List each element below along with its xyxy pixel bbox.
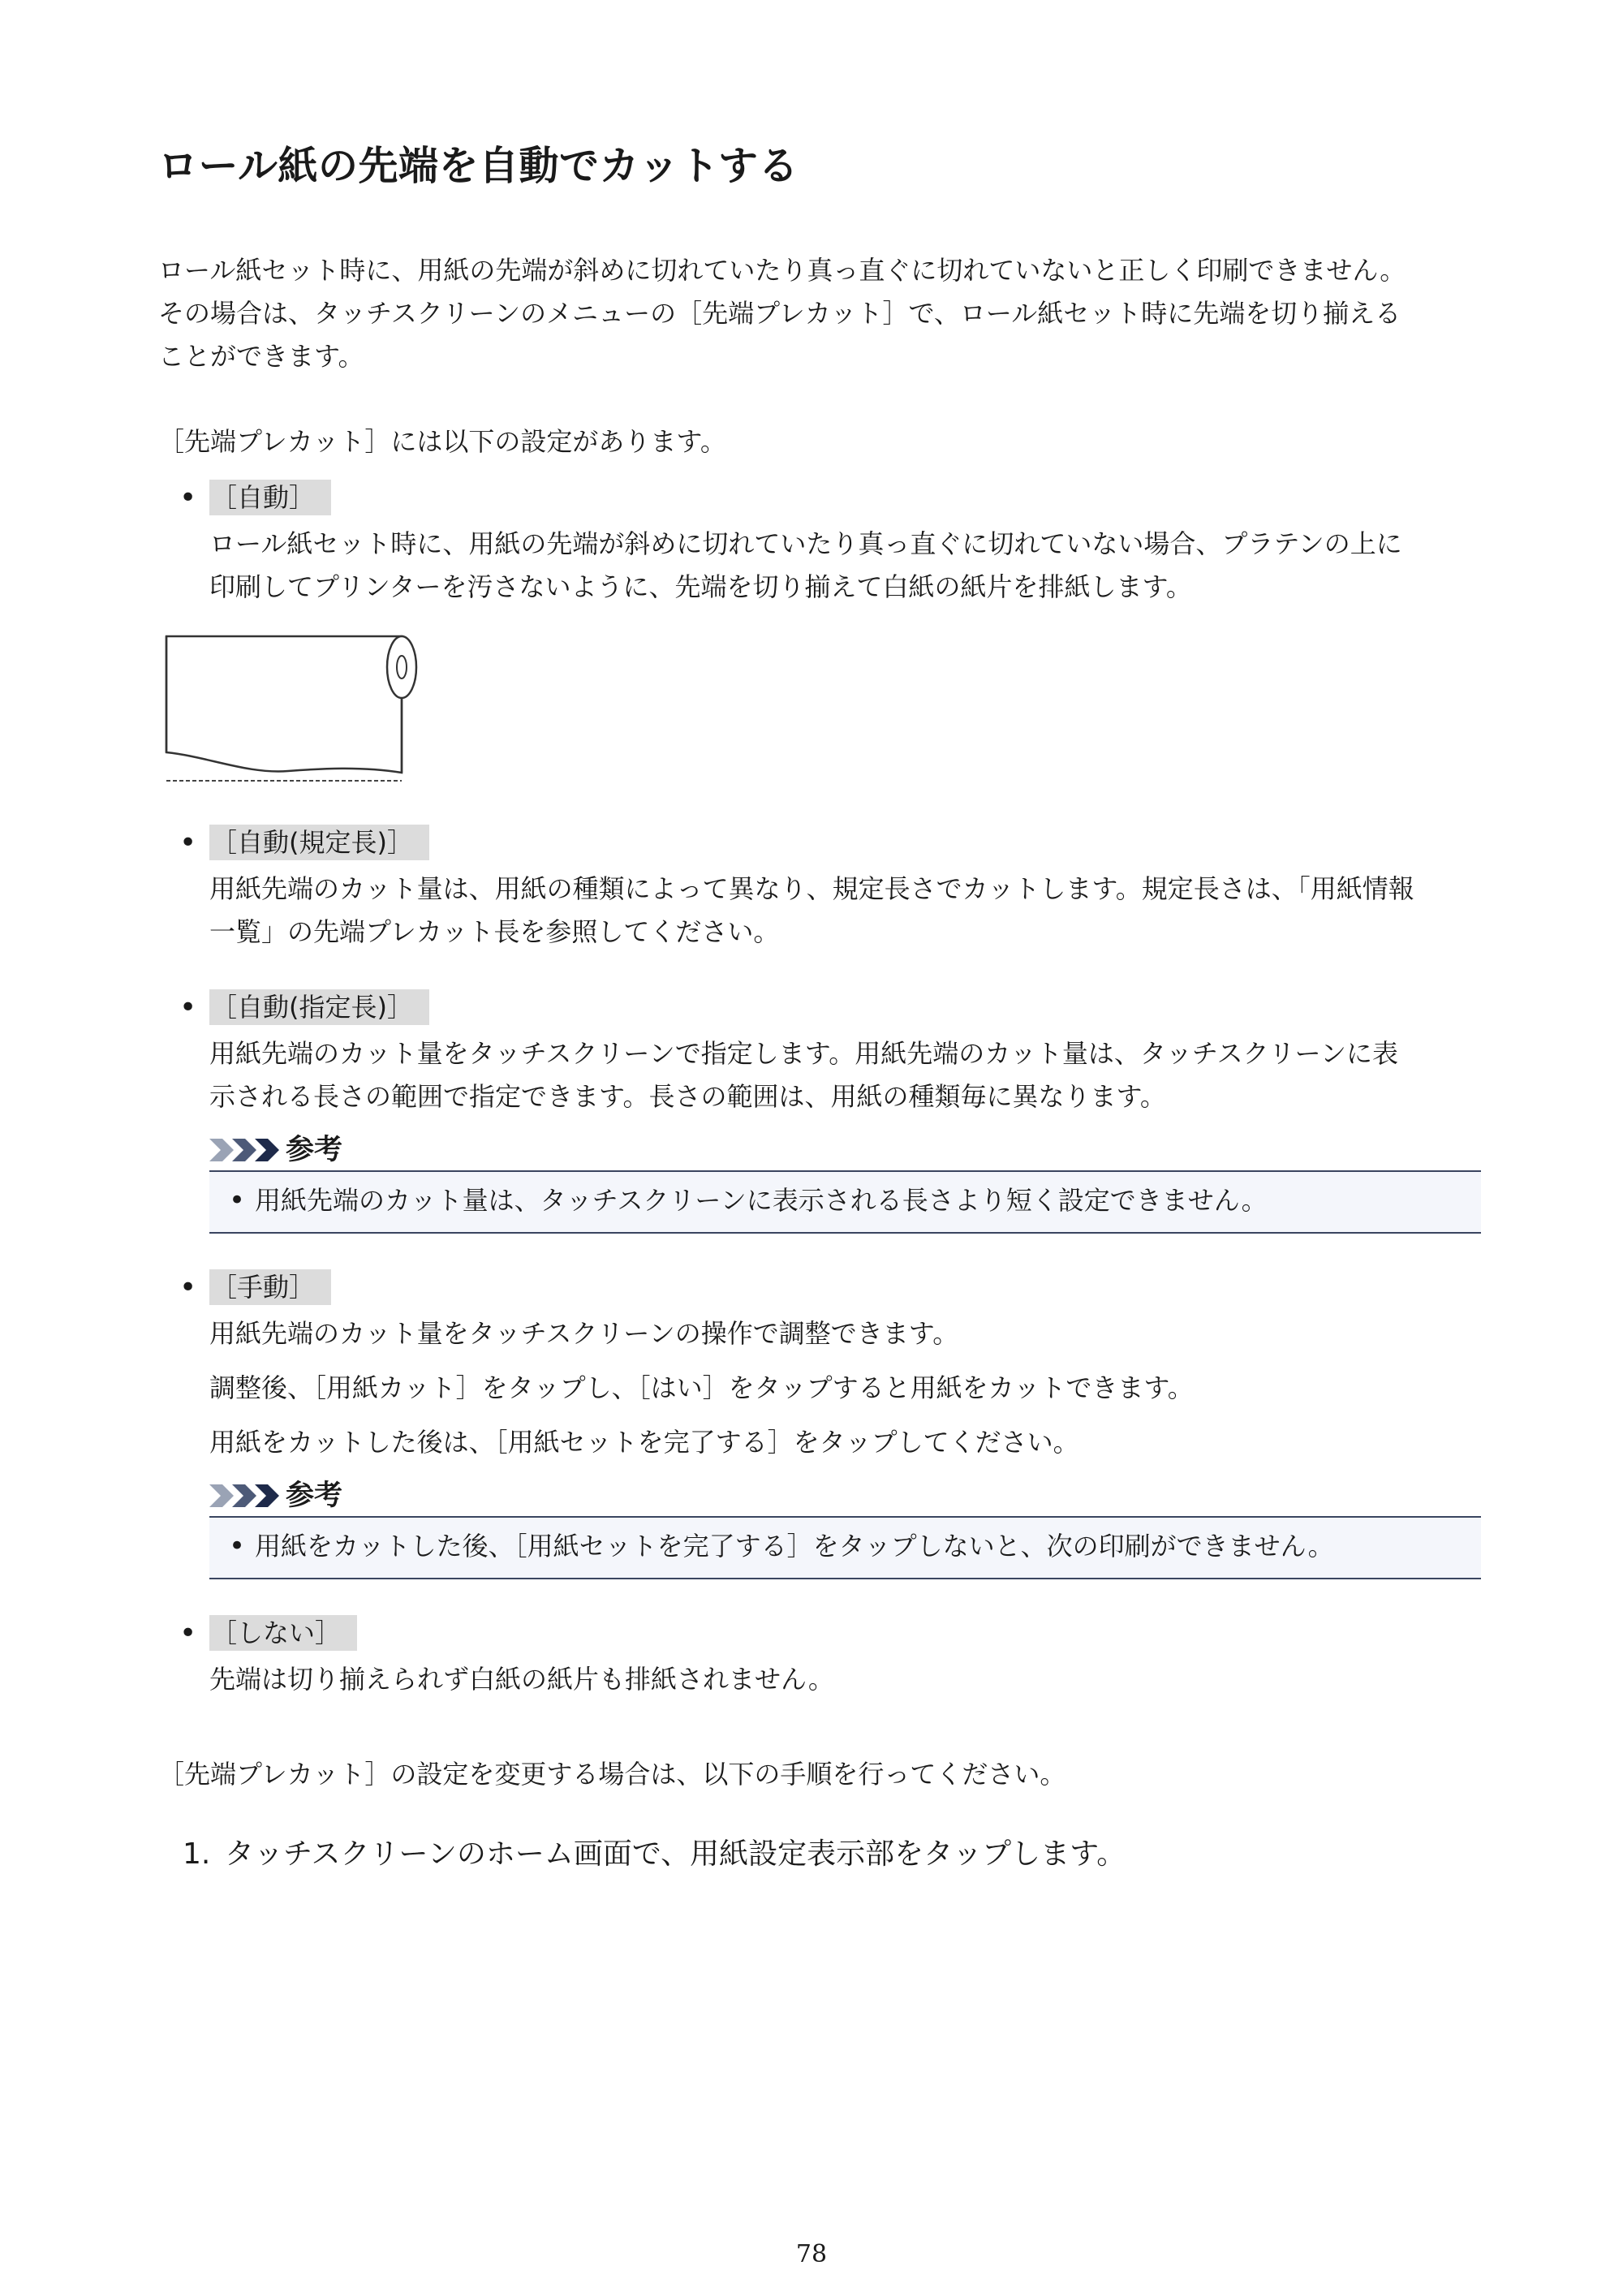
option-label: ［手動］ bbox=[209, 1269, 331, 1305]
option-desc bbox=[209, 1312, 1481, 1464]
option-desc-line: 調整後、［用紙カット］をタップし、［はい］をタップすると用紙をカットできます。 bbox=[209, 1372, 1194, 1403]
option-desc-line: 示される長さの範囲で指定できます。長さの範囲は、用紙の種類毎に異なります。 bbox=[209, 1081, 1166, 1112]
note-title: 参考 bbox=[286, 1479, 343, 1512]
option-desc-line: 一覧」の先端プレカット長を参照してください。 bbox=[209, 916, 780, 947]
note-block bbox=[209, 1130, 1481, 1234]
option-desc-line: 用紙先端のカット量をタッチスクリーンの操作で調整できます。 bbox=[209, 1318, 959, 1349]
roll-paper-illustration bbox=[158, 627, 434, 789]
document-page bbox=[158, 138, 1481, 1879]
page-title: ロール紙の先端を自動でカットする bbox=[158, 143, 799, 189]
option-label: ［自動(規定長)］ bbox=[209, 825, 429, 860]
option-label: ［自動(指定長)］ bbox=[209, 989, 429, 1025]
option-auto-fixed-length bbox=[158, 821, 1481, 954]
note-block bbox=[209, 1475, 1481, 1579]
settings-lead: ［先端プレカット］には以下の設定があります。 bbox=[158, 426, 726, 457]
option-auto-specified-length bbox=[158, 986, 1481, 1234]
option-desc-line: 用紙をカットした後は、［用紙セットを完了する］をタップしてください。 bbox=[209, 1427, 1079, 1458]
option-desc-line: ロール紙セット時に、用紙の先端が斜めに切れていたり真っ直ぐに切れていない場合、プラテンの上に bbox=[209, 528, 1402, 559]
procedure-lead: ［先端プレカット］の設定を変更する場合は、以下の手順を行ってください。 bbox=[158, 1759, 1066, 1790]
option-desc bbox=[209, 868, 1481, 954]
option-desc-line: 印刷してプリンターを汚さないように、先端を切り揃えて白紙の紙片を排紙します。 bbox=[209, 571, 1192, 602]
note-title: 参考 bbox=[286, 1133, 343, 1166]
step-number: 1. bbox=[183, 1837, 211, 1871]
note-item: • 用紙先端のカット量は、タッチスクリーンに表示される長さより短く設定できません。 bbox=[226, 1178, 1465, 1222]
option-desc bbox=[209, 523, 1481, 609]
option-label: ［自動］ bbox=[209, 480, 331, 515]
triple-chevron-icon bbox=[209, 1483, 281, 1509]
page-number: 78 bbox=[795, 2240, 828, 2268]
intro-line: ことができます。 bbox=[158, 341, 364, 372]
option-desc bbox=[209, 1658, 1481, 1701]
option-desc bbox=[209, 1032, 1481, 1118]
note-box bbox=[209, 1170, 1481, 1234]
option-desc-line: 用紙先端のカット量は、用紙の種類によって異なり、規定長さでカットします。規定長さは、「用紙情報 bbox=[209, 873, 1414, 904]
option-auto bbox=[158, 476, 1481, 789]
note-item: • 用紙をカットした後、［用紙セットを完了する］をタップしないと、次の印刷ができません。 bbox=[226, 1524, 1465, 1568]
option-desc-line: 用紙先端のカット量をタッチスクリーンで指定します。用紙先端のカット量は、タッチスクリーンに表 bbox=[209, 1038, 1398, 1069]
options-list bbox=[158, 476, 1481, 1701]
note-box bbox=[209, 1516, 1481, 1579]
intro-line: その場合は、タッチスクリーンのメニューの［先端プレカット］で、ロール紙セット時に先端を切り揃える bbox=[158, 298, 1401, 329]
option-none bbox=[158, 1612, 1481, 1701]
option-manual bbox=[158, 1266, 1481, 1579]
option-desc-line: 先端は切り揃えられず白紙の紙片も排紙されません。 bbox=[209, 1664, 834, 1695]
triple-chevron-icon bbox=[209, 1137, 281, 1163]
intro-paragraph bbox=[158, 249, 1481, 378]
option-label: ［しない］ bbox=[209, 1615, 357, 1651]
note-header bbox=[209, 1475, 1481, 1516]
intro-line: ロール紙セット時に、用紙の先端が斜めに切れていたり真っ直ぐに切れていないと正しく印刷できません。 bbox=[158, 255, 1406, 286]
step-text: タッチスクリーンのホーム画面で、用紙設定表示部をタップします。 bbox=[225, 1837, 1126, 1871]
note-header bbox=[209, 1130, 1481, 1170]
step-item bbox=[158, 1830, 1481, 1879]
